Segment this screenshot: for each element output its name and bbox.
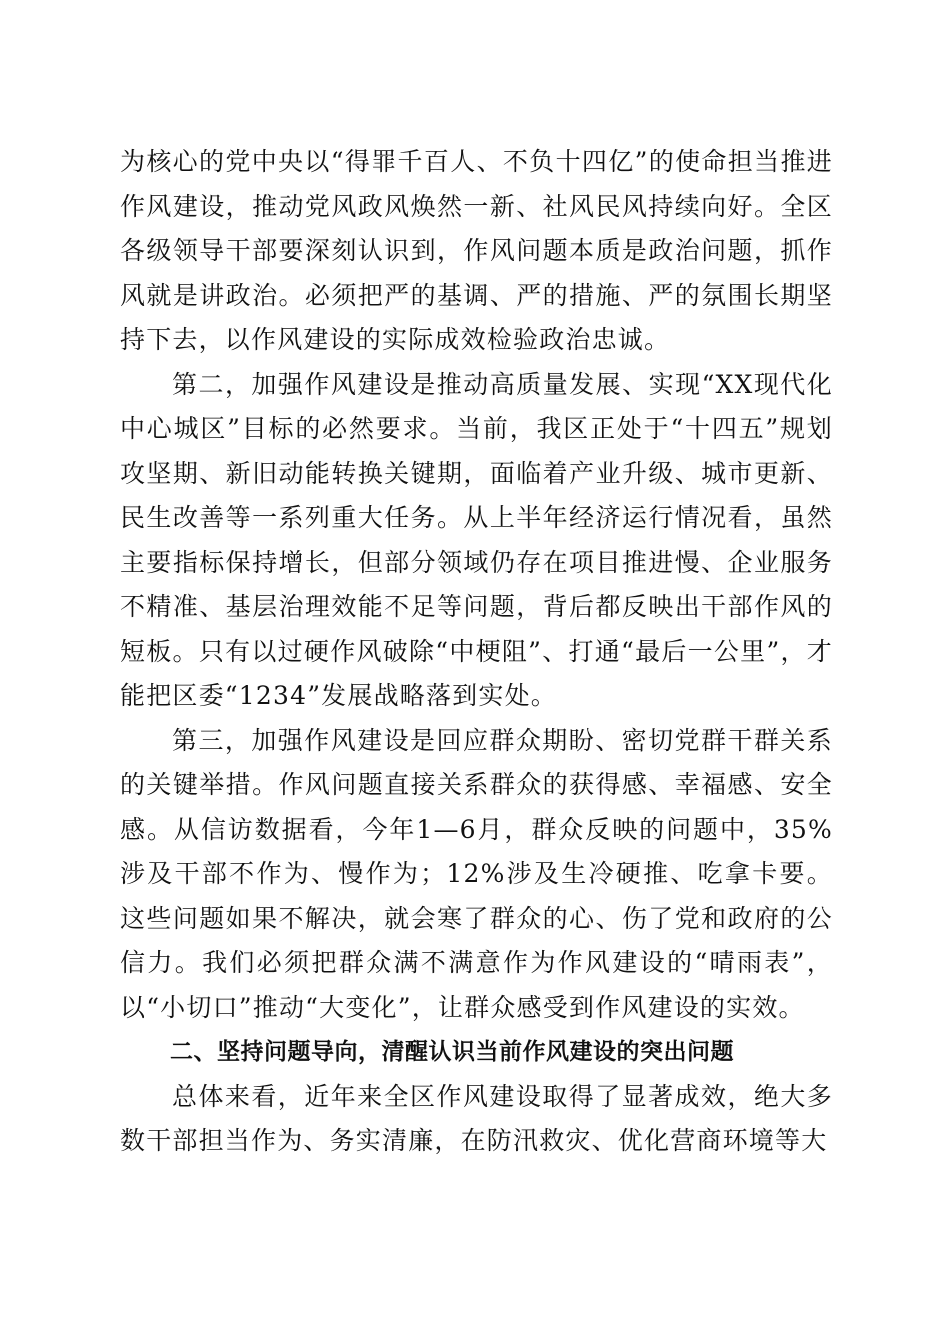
paragraph-overview: 总体来看，近年来全区作风建设取得了显著成效，绝大多数干部担当作为、务实清廉，在防汛救灾、优化营商环境等大: [120, 1081, 833, 1155]
document-body: [120, 140, 833, 1164]
paragraph-third-point: 第三，加强作风建设是回应群众期盼、密切党群干群关系的关键举措。作风问题直接关系群众的获得感、幸福感、安全感。从信访数据看，今年1—6月，群众反映的问题中，35%涉及干部不作为、慢作为；12%涉及生冷硬推、吃拿卡要。这些问题如果不解决，就会寒了群众的心、伤了党和政府的公信力。我们必须把群众满不满意作为作风建设的“晴雨表”，以“小切口”推动“大变化”，让群众感受到作风建设的实效。: [120, 725, 833, 1022]
paragraph-second-point: 第二，加强作风建设是推动高质量发展、实现“XX现代化中心城区”目标的必然要求。当前，我区正处于“十四五”规划攻坚期、新旧动能转换关键期，面临着产业升级、城市更新、民生改善等一系列重大任务。从上半年经济运行情况看，虽然主要指标保持增长，但部分领域仍存在项目推进慢、企业服务不精准、基层治理效能不足等问题，背后都反映出干部作风的短板。只有以过硬作风破除“中梗阻”、打通“最后一公里”，才能把区委“1234”发展战略落到实处。: [120, 369, 833, 710]
section-heading-two: 二、坚持问题导向，清醒认识当前作风建设的突出问题: [170, 1039, 734, 1065]
paragraph-continuation: 为核心的党中央以“得罪千百人、不负十四亿”的使命担当推进作风建设，推动党风政风焕然一新、社风民风持续向好。全区各级领导干部要深刻认识到，作风问题本质是政治问题，抓作风就是讲政治。必须把严的基调、严的措施、严的氛围长期坚持下去，以作风建设的实际成效检验政治忠诚。: [120, 147, 833, 354]
